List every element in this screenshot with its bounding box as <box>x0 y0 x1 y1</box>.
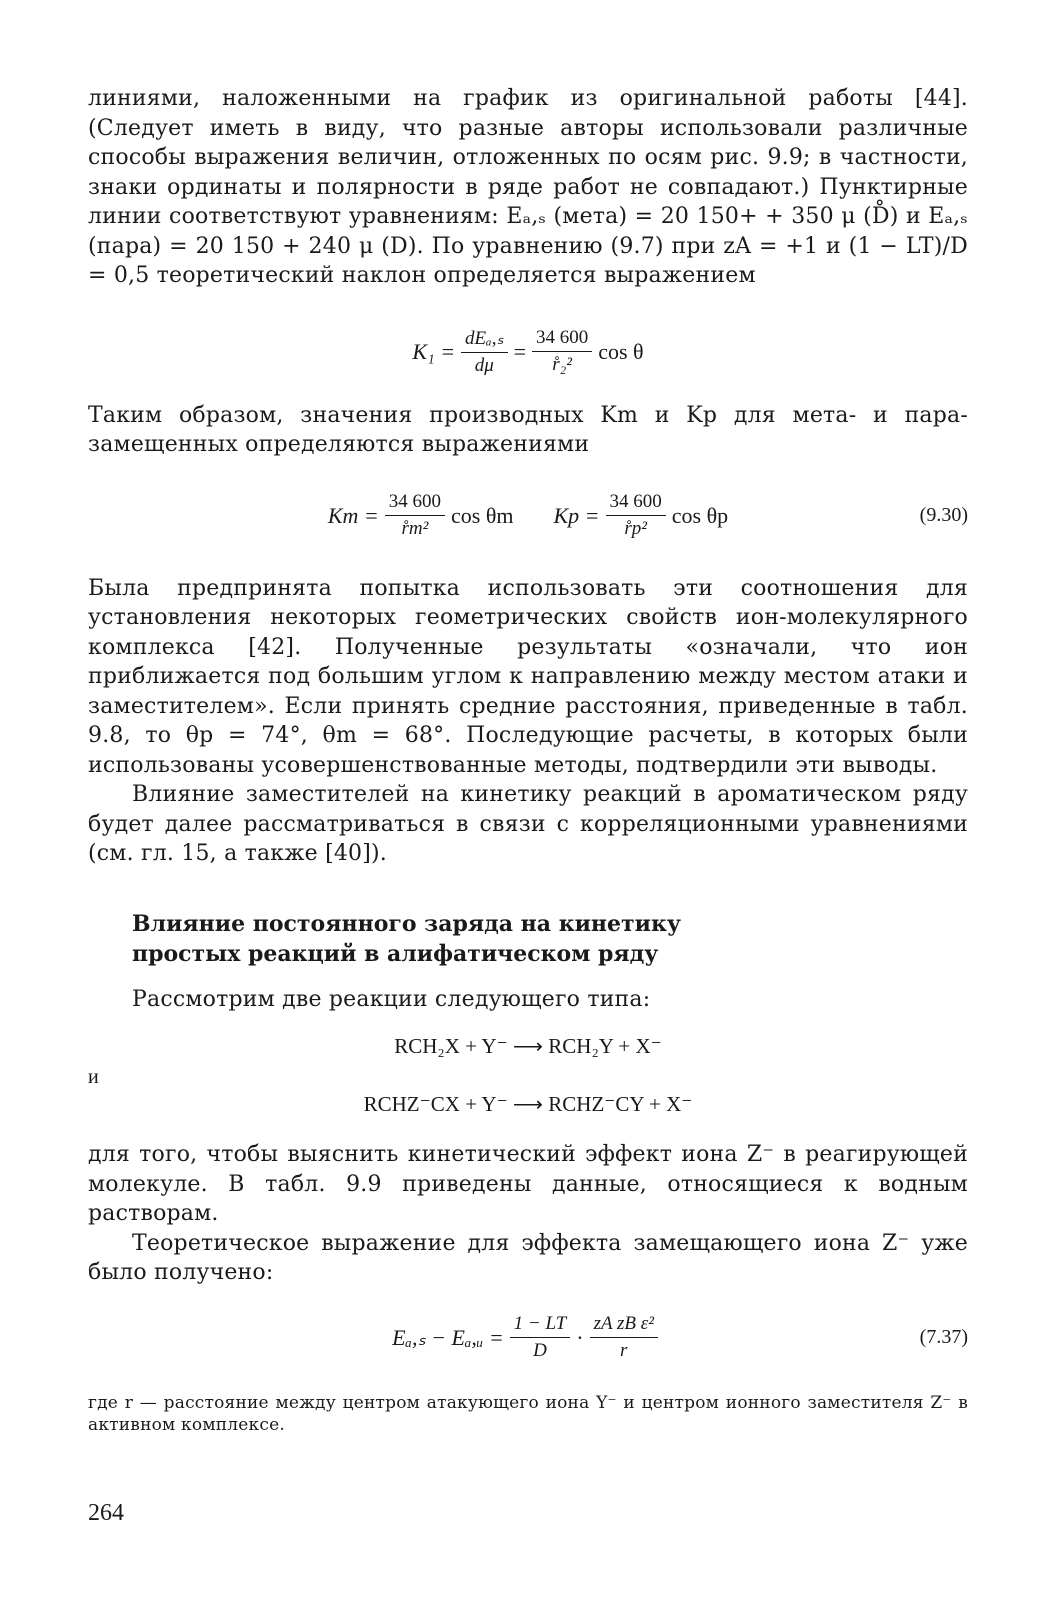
formula-737-frac2 <box>590 1313 658 1362</box>
formula-737 <box>88 1306 968 1370</box>
formula-k1-den1: dμ <box>474 354 494 376</box>
equation-number-930: (9.30) <box>919 504 968 526</box>
formula-930 <box>88 478 968 554</box>
formula-737-frac1 <box>510 1313 571 1362</box>
formula-737-dot: · <box>576 1324 584 1350</box>
formula-km-num: 34 600 <box>385 491 445 516</box>
formula-km-den: r̊m² <box>401 518 429 539</box>
formula-k1-den2: r̊₂² <box>552 354 572 375</box>
formula-k1-frac2 <box>532 327 592 376</box>
formula-k1-num1: dEₐ,ₛ <box>461 327 508 353</box>
formula-k1-eq: = <box>513 338 526 364</box>
section-heading <box>132 909 968 969</box>
paragraph-1: линиями, наложенными на график из оригинальной работы [44]. (Следует иметь в виду, что разные авторы использовали различные способы выражения величин, отложенных по осям рис. 9.9; в частности, знаки ординаты и полярности в ряде работ не совпадают.) Пунктирные линии соответствуют уравнениям: Eₐ,ₛ (мета) = 20 150+ + 350 μ (D̊) и Eₐ,ₛ (пара) = 20 150 + 240 μ (D). По уравнению (9.7) при zA = +1 и (1 − LT)/D = 0,5 теоретический наклон определяется выражением <box>88 86 968 288</box>
paragraph-6: для того, чтобы выяснить кинетический эффект иона Z⁻ в реагирующей молекуле. В табл. 9.9 приведены данные, относящиеся к водным растворам. <box>88 1142 968 1226</box>
section-heading-line2: простых реакций в алифатическом ряду <box>132 940 659 967</box>
formula-k1-lhs: K₁ = <box>412 338 456 364</box>
equation-number-737: (7.37) <box>919 1326 968 1348</box>
formula-737-num1: 1 − LT <box>510 1313 571 1338</box>
formula-kp-lhs: Kp = <box>553 502 600 528</box>
formula-km-frac <box>385 491 445 540</box>
formula-k1-tail: cos θ <box>598 338 644 364</box>
page-content <box>88 84 968 1436</box>
footnote: где r — расстояние между центром атакующего иона Y⁻ и центром ионного заместителя Z⁻ в активном комплексе. <box>88 1392 968 1435</box>
page-number: 264 <box>88 1500 124 1526</box>
paragraph-4: Влияние заместителей на кинетику реакций в ароматическом ряду будет далее рассматриваться в связи с корреляционными уравнениями (см. гл. 15, а также [40]). <box>88 782 968 866</box>
reaction-2: RCHZ⁻CX + Y⁻ ⟶ RCHZ⁻CY + X⁻ <box>363 1092 693 1116</box>
formula-kp-den: r̊p² <box>624 518 647 539</box>
formula-kp-num: 34 600 <box>606 491 666 516</box>
formula-km-tail: cos θm <box>451 502 514 528</box>
paragraph-5: Рассмотрим две реакции следующего типа: <box>132 986 651 1012</box>
formula-km-lhs: Km = <box>327 502 379 528</box>
formula-k1-frac1 <box>461 327 508 377</box>
paragraph-3: Была предпринята попытка использовать эти соотношения для установления некоторых геометрических свойств ион-молекулярного комплекса [42]. Полученные результаты «означали, что ион приближается под большим углом к направлению между местом атаки и заместителем». Если принять средние расстояния, приведенные в табл. 9.8, то θp = 74°, θm = 68°. Последующие расчеты, в которых были использованы усовершенствованные методы, подтвердили эти выводы. <box>88 575 968 778</box>
paragraph-2: Таким образом, значения производных Km и Kp для мета- и пара-замещенных определяются выражениями <box>88 402 968 457</box>
formula-kp-frac <box>606 491 666 540</box>
formula-737-num2: zA zB ε² <box>590 1313 658 1338</box>
reaction-1: RCH₂X + Y⁻ ⟶ RCH₂Y + X⁻ <box>394 1034 662 1058</box>
formula-737-den2: r <box>620 1340 628 1361</box>
paragraph-7: Теоретическое выражение для эффекта замещающего иона Z⁻ уже было получено: <box>88 1230 968 1285</box>
formula-737-lhs: Eₐ,ₛ − Eₐ,ᵤ = <box>392 1324 504 1350</box>
reaction-block <box>88 1034 968 1130</box>
formula-k1 <box>88 317 968 387</box>
formula-k1-num2: 34 600 <box>532 327 592 352</box>
section-heading-line1: Влияние постоянного заряда на кинетику <box>132 910 681 937</box>
formula-kp-tail: cos θp <box>671 502 729 528</box>
reaction-and: и <box>88 1066 99 1088</box>
formula-737-den1: D <box>533 1340 547 1361</box>
